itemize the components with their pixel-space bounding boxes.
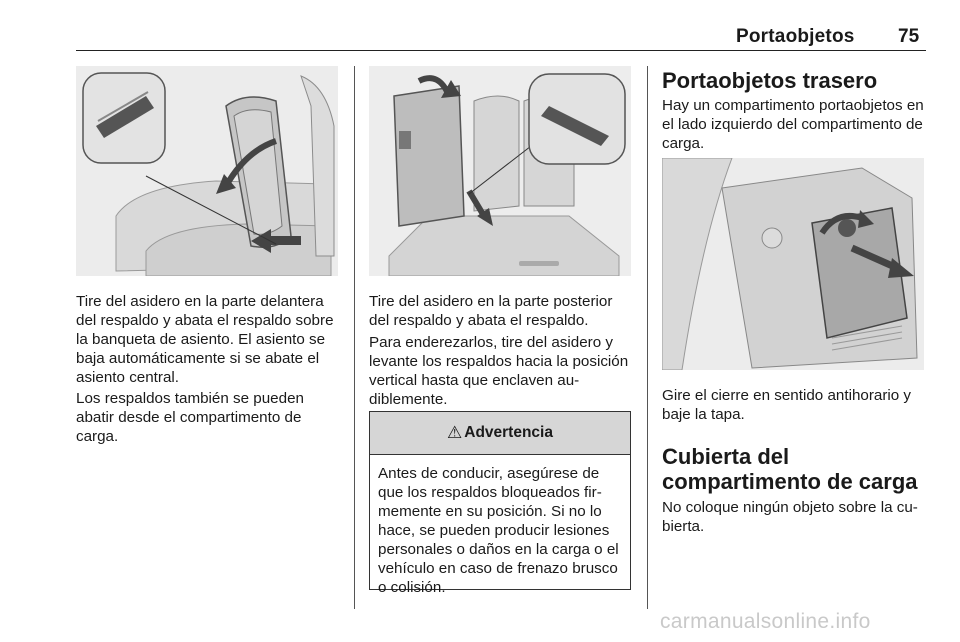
section-title-cubierta: Cubierta del compartimento de carga [662, 444, 918, 494]
cargo-seatback-release-drawing [369, 66, 631, 276]
warning-title: Advertencia [464, 424, 553, 441]
rear-seat-folding-illustration [76, 66, 338, 276]
column-divider-left [354, 66, 355, 609]
page-number: 75 [898, 26, 920, 47]
rear-storage-compartment-drawing [662, 158, 924, 370]
section2-text: No coloque ningún objeto sobre la cubierta. [662, 499, 918, 535]
middle-paragraph-2: Para enderezarlos, tire del asidero y levante los respaldos hacia la posición vertical hasta que enclaven audiblemente. [369, 334, 629, 408]
section-title-portaobjetos-trasero: Portaobjetos trasero [662, 68, 878, 93]
header-rule [76, 50, 926, 51]
warning-triangle-icon: ⚠ [447, 423, 463, 442]
middle-paragraph-1: Tire del asidero en la parte posterior del respaldo y abata el respaldo. [369, 293, 613, 329]
warning-text: Antes de conducir, asegúrese de que los respaldos bloqueados firmemente en su posición. Si no lo hace, se pueden producir lesiones personales o daños en la carga o el vehículo en caso de frenazo brusco o colisión. [378, 465, 619, 596]
column-divider-right [647, 66, 648, 609]
watermark-text: carmanualsonline.info [660, 610, 871, 633]
section1-text: Hay un compartimento portaobjetos en el lado izquierdo del compartimento de carga. [662, 97, 924, 152]
rear-seat-folding-illustration-drawing [76, 66, 338, 276]
left-paragraph-2: Los respaldos también se pueden abatir desde el compartimento de carga. [76, 390, 304, 445]
warning-header [370, 412, 630, 455]
page-header-title: Portaobjetos [736, 26, 855, 47]
rear-storage-compartment-illustration [662, 158, 924, 370]
left-paragraph-1: Tire del asidero en la parte delantera del respaldo y abata el respaldo sobre la banqueta de asiento. El asiento se baja automáticamente si se abate el asiento central. [76, 293, 334, 386]
storage-caption: Gire el cierre en sentido antihorario y baje la tapa. [662, 387, 912, 423]
warning-box [369, 411, 631, 596]
cargo-seatback-release-illustration [369, 66, 631, 276]
